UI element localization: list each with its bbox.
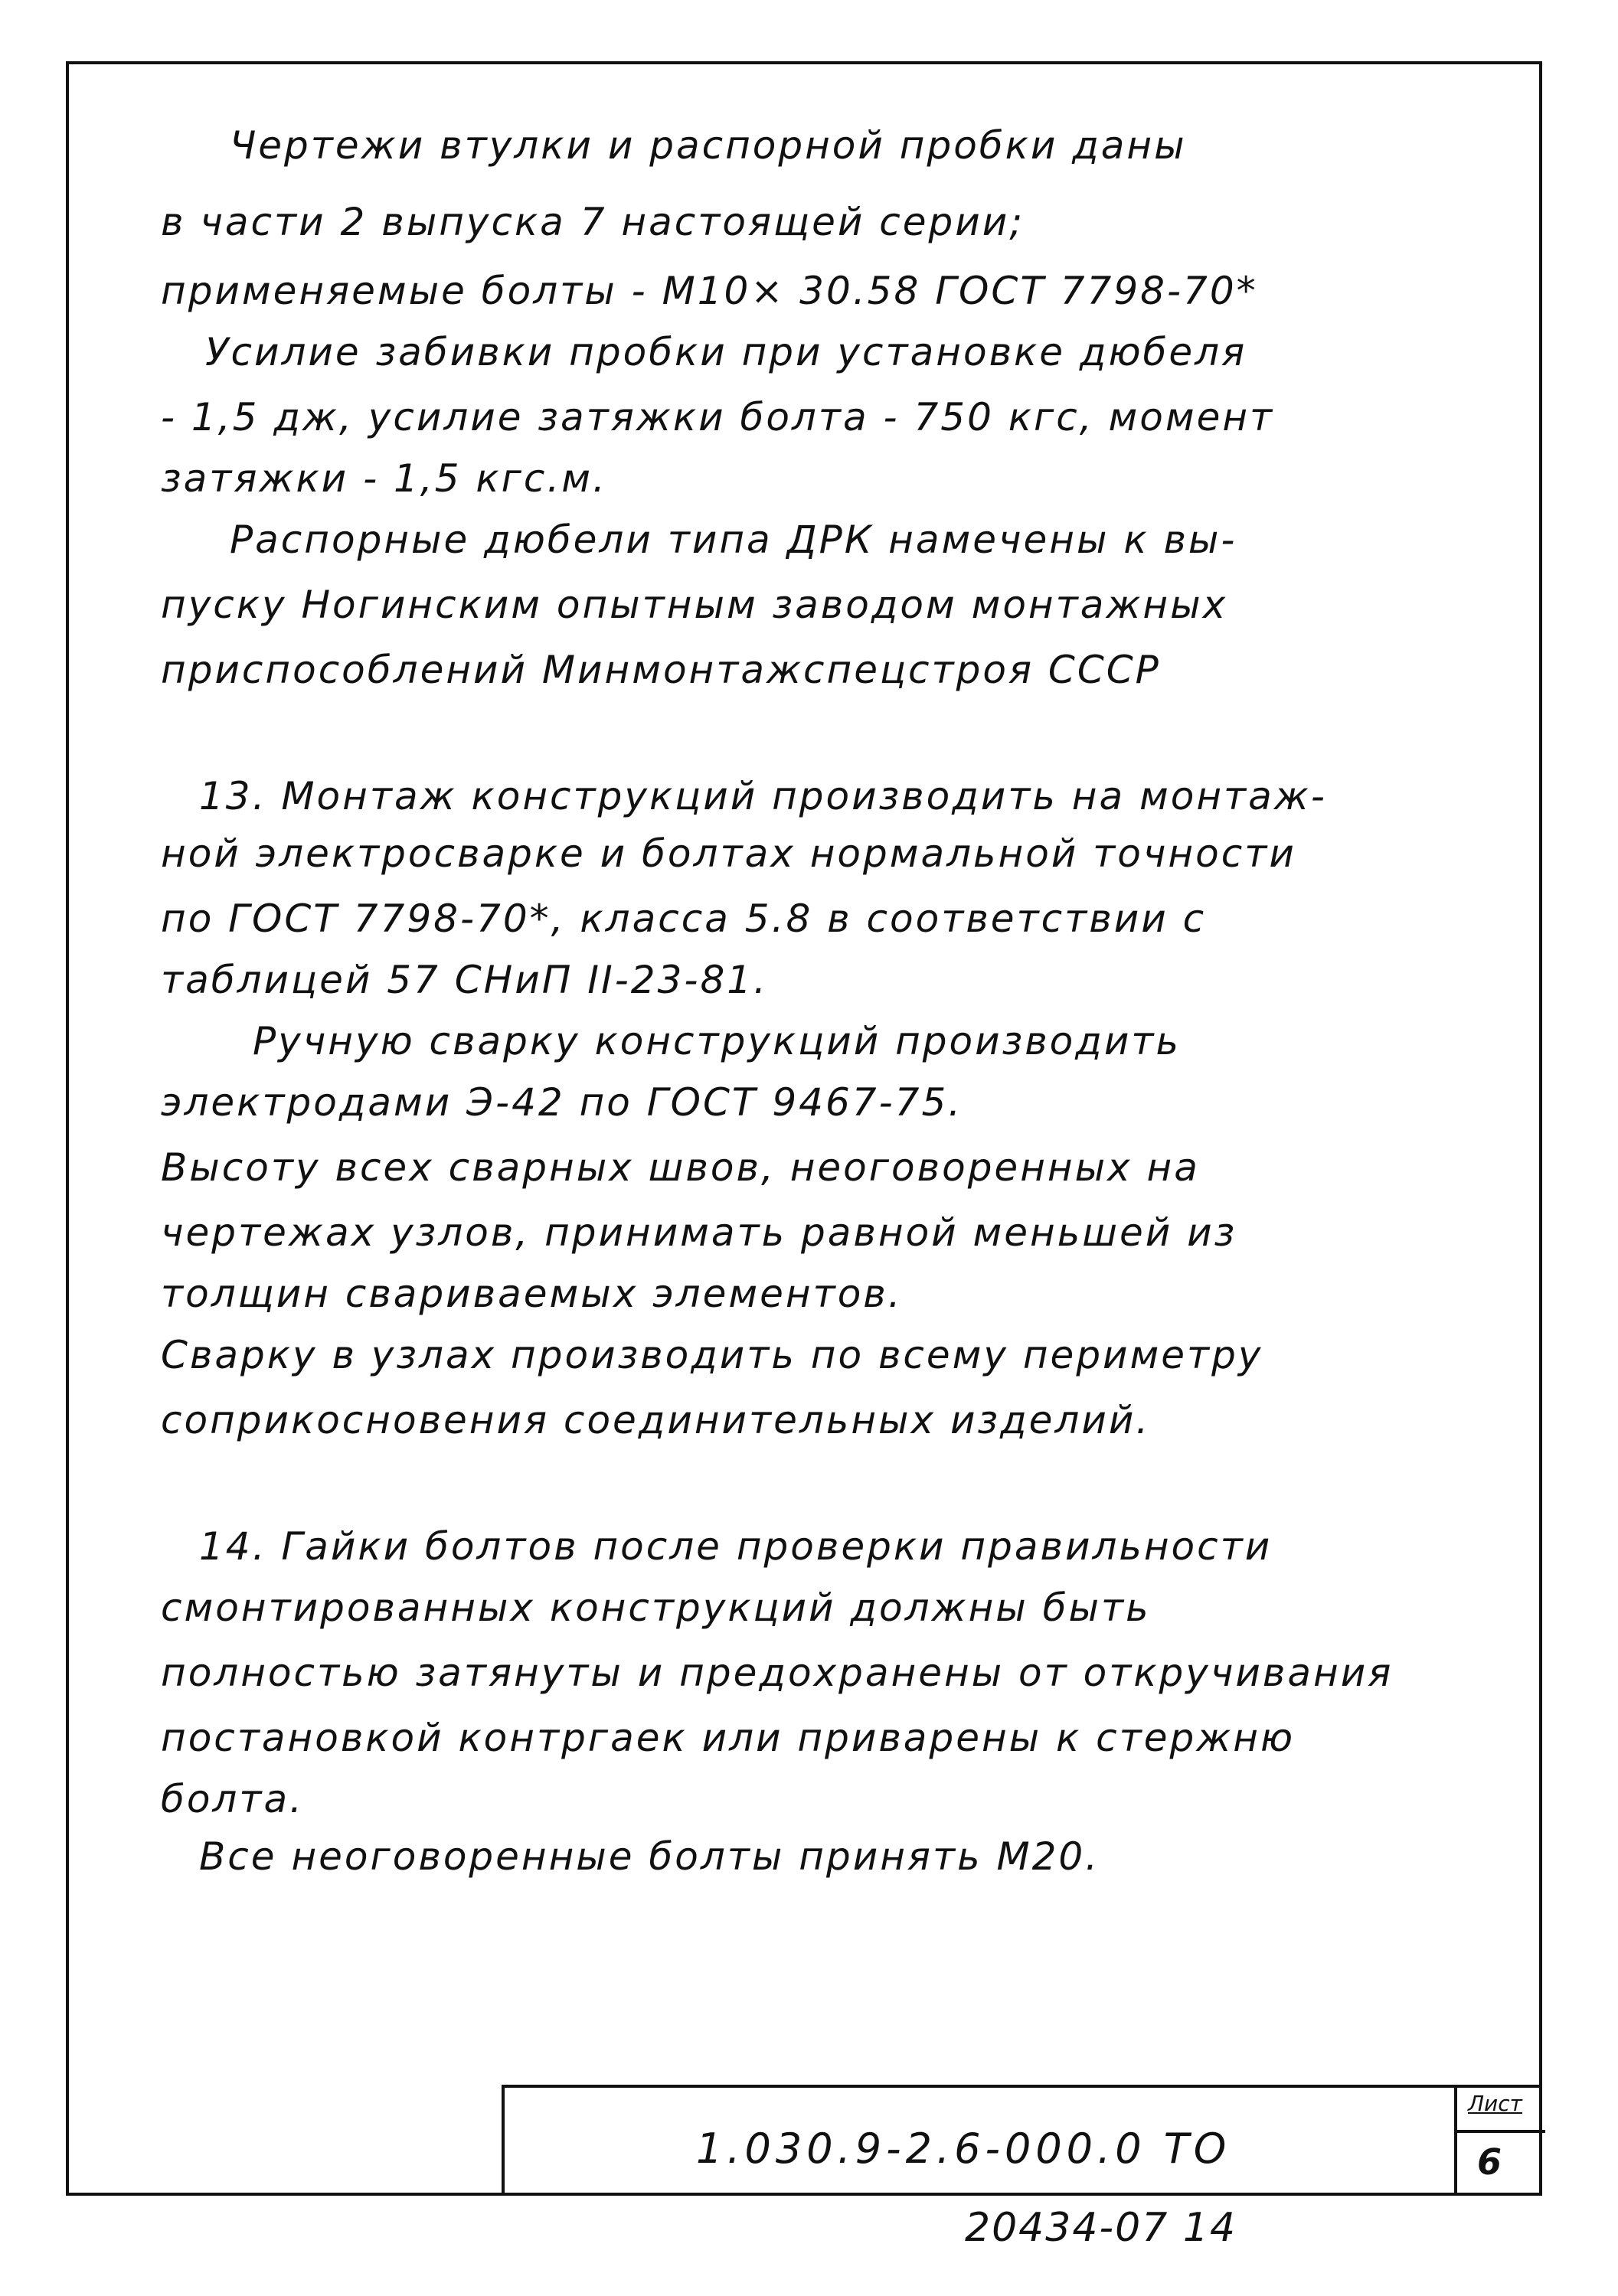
text-line-13: таблицей 57 СНиП II-23-81. — [161, 958, 768, 1002]
text-line-6: затяжки - 1,5 кгс.м. — [161, 456, 607, 501]
sheet-label: Лист — [1468, 2091, 1522, 2116]
document-code: 1.030.9-2.6-000.0 ТО — [696, 2125, 1231, 2173]
text-line-2: в части 2 выпуска 7 настоящей серии; — [161, 200, 1025, 244]
text-line-3: применяемые болты - M10× 30.58 ГОСТ 7798-70* — [161, 269, 1258, 313]
text-line-11: ной электросварке и болтах нормальной точности — [161, 831, 1296, 876]
sheet-cell-divider — [1457, 2130, 1545, 2133]
text-line-9: приспособлений Минмонтажспецстроя СССР — [161, 648, 1161, 692]
text-line-14: Ручную сварку конструкций производить — [253, 1019, 1181, 1063]
text-line-25: болта. — [161, 1777, 305, 1821]
text-line-22: смонтированных конструкций должны быть — [161, 1586, 1151, 1630]
text-line-15: электродами Э-42 по ГОСТ 9467-75. — [161, 1080, 963, 1125]
text-line-16: Высоту всех сварных швов, неоговоренных на — [161, 1145, 1200, 1190]
title-block-divider — [1454, 2088, 1457, 2196]
text-line-17: чертежах узлов, принимать равной меньшей из — [161, 1210, 1237, 1255]
sheet-number: 6 — [1477, 2141, 1502, 2183]
text-line-8: пуску Ногинским опытным заводом монтажных — [161, 583, 1228, 627]
title-block — [502, 2085, 1542, 2196]
text-line-7: Распорные дюбели типа ДРК намечены к вы- — [230, 518, 1237, 562]
text-line-5: - 1,5 дж, усилие затяжки болта - 750 кгс, момент — [161, 395, 1275, 439]
archive-number: 20434-07 14 — [965, 2205, 1237, 2251]
text-line-1: Чертежи втулки и распорной пробки даны — [230, 123, 1187, 168]
text-line-19: Сварку в узлах производить по всему периметру — [161, 1333, 1263, 1377]
text-line-4: Усилие забивки пробки при установке дюбеля — [205, 330, 1247, 374]
text-line-20: соприкосновения соединительных изделий. — [161, 1398, 1151, 1442]
text-line-23: полностью затянуты и предохранены от откручивания — [161, 1651, 1394, 1695]
text-line-21: 14. Гайки болтов после проверки правильности — [199, 1524, 1273, 1569]
text-line-10: 13. Монтаж конструкций производить на монтаж- — [199, 774, 1327, 818]
text-line-18: толщин свариваемых элементов. — [161, 1272, 903, 1316]
text-line-26: Все неоговоренные болты принять М20. — [199, 1834, 1100, 1879]
text-line-24: постановкой контргаек или приварены к стержню — [161, 1716, 1296, 1760]
text-line-12: по ГОСТ 7798-70*, класса 5.8 в соответствии с — [161, 897, 1207, 941]
